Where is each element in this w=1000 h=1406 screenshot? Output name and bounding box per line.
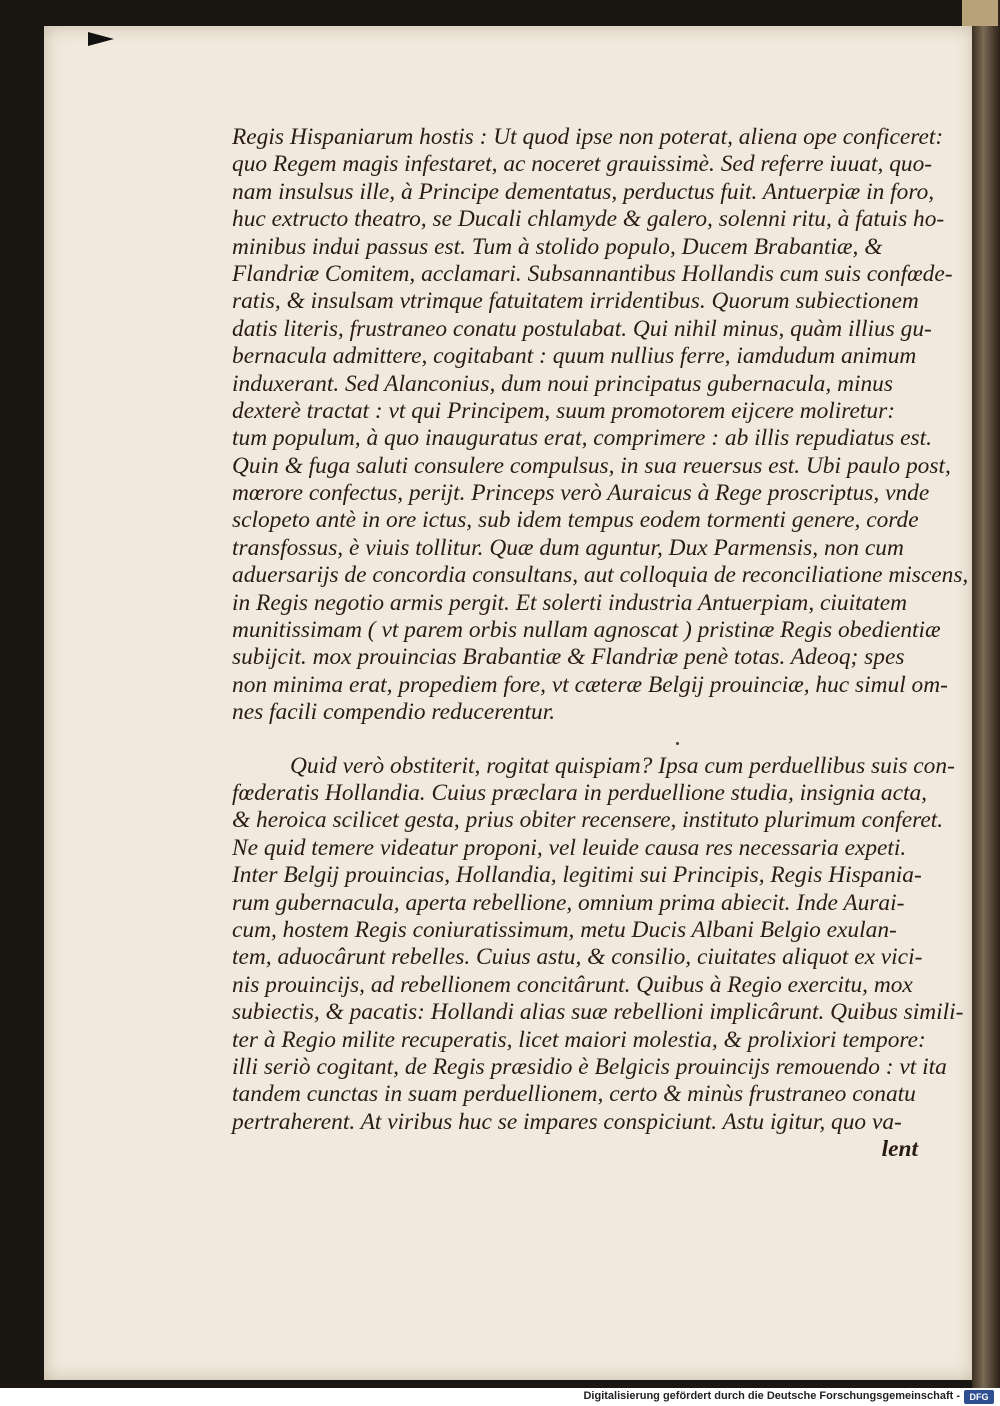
text-line: munitissimam ( vt parem orbis nullam agnoscat ) pristinæ Regis obedientiæ — [232, 617, 941, 644]
text-line: sclopeto antè in ore ictus, sub idem tempus eodem tormenti genere, corde — [232, 507, 919, 534]
text-line: transfossus, è viuis tollitur. Quæ dum aguntur, Dux Parmensis, non cum — [232, 534, 904, 561]
text-line: tem, aduocârunt rebelles. Cuius astu, & consilio, ciuitates aliquot ex vici- — [232, 944, 923, 971]
text-line: minibus indui passus est. Tum à stolido populo, Ducem Brabantiæ, & — [232, 233, 883, 260]
text-line: in Regis negotio armis pergit. Et solerti industria Antuerpiam, ciuitatem — [232, 589, 908, 616]
paragraph-2 — [232, 753, 962, 1136]
text-line: tum populum, à quo inauguratus erat, comprimere : ab illis repudiatus est. — [232, 425, 932, 452]
pointer-arrow-icon — [88, 32, 114, 46]
text-line: Inter Belgij prouincias, Hollandia, legitimi sui Principis, Regis Hispania- — [232, 862, 922, 889]
text-line: Regis Hispaniarum hostis : Ut quod ipse non poterat, aliena ope conficeret: — [232, 124, 944, 150]
text-line: cum, hostem Regis coniuratissimum, metu Ducis Albani Belgio exulan- — [232, 916, 897, 943]
text-line: illi seriò cogitant, de Regis præsidio è Belgicis prouincijs remouendo : vt ita — [232, 1053, 947, 1080]
text-line: nis prouincijs, ad rebellionem concitârunt. Quibus à Regio exercitu, mox — [232, 971, 913, 998]
text-line: bernacula admittere, cogitabant : quum nullius ferre, iamdudum animum — [232, 343, 917, 370]
funding-notice: Digitalisierung gefördert durch die Deutsche Forschungsgemeinschaft - — [583, 1390, 960, 1402]
text-line: mœrore confectus, perijt. Princeps verò Auraicus à Rege proscriptus, vnde — [232, 480, 930, 507]
text-line: Ne quid temere videatur proponi, vel leuide causa res necessaria expeti. — [232, 834, 907, 861]
text-line: datis literis, frustraneo conatu postulabat. Qui nihil minus, quàm illius gu- — [232, 315, 932, 342]
text-line: aduersarijs de concordia consultans, aut colloquia de reconciliatione miscens, — [232, 562, 969, 589]
text-line: quo Regem magis infestaret, ac noceret grauissimè. Sed referre iuuat, quo- — [232, 151, 933, 178]
text-line: Quid verò obstiterit, rogitat quispiam? Ipsa cum perduellibus suis con- — [290, 752, 955, 779]
text-line: nam insulsus ille, à Principe dementatus, perductus fuit. Antuerpiæ in foro, — [232, 178, 935, 205]
dfg-logo: DFG — [964, 1390, 994, 1404]
text-line: nes facili compendio reducerentur. — [232, 699, 556, 726]
text-line: dexterè tractat : vt qui Principem, suum promotorem eijcere moliretur: — [232, 397, 896, 424]
page-text — [232, 124, 969, 1163]
text-line: induxerant. Sed Alanconius, dum noui principatus gubernacula, minus — [232, 370, 893, 397]
text-line: huc extructo theatro, se Ducali chlamyde & galero, solenni ritu, à fatuis ho- — [232, 206, 945, 233]
text-line: ter à Regio milite recuperatis, licet maiori molestia, & prolixiori tempore: — [232, 1026, 926, 1053]
text-line: pertraherent. At viribus huc se impares conspiciunt. Astu igitur, quo va- — [232, 1108, 902, 1135]
catchword: lent — [881, 1136, 918, 1163]
text-line: Quin & fuga saluti consulere compulsus, in sua reuersus est. Ubi paulo post, — [232, 452, 951, 479]
text-line: fœderatis Hollandia. Cuius præclara in perduellione studia, insignia acta, — [232, 779, 928, 806]
book-gutter — [972, 0, 1000, 1388]
text-line: subiectis, & pacatis: Hollandi alias suæ rebellioni implicârunt. Quibus simili- — [232, 999, 964, 1026]
page-tab — [962, 0, 998, 26]
paragraph-gap — [232, 727, 962, 753]
text-line: rum gubernacula, aperta rebellione, omnium prima abiecit. Inde Aurai- — [232, 889, 905, 916]
text-line: tandem cunctas in suam perduellionem, certo & minùs frustraneo conatu — [232, 1081, 916, 1108]
paragraph-1 — [232, 124, 969, 727]
text-line: non minima erat, propediem fore, vt cæteræ Belgij prouinciæ, huc simul om- — [232, 671, 948, 698]
text-line: & heroica scilicet gesta, prius obiter recensere, instituto plurimum conferet. — [232, 807, 944, 834]
text-line: subijcit. mox prouincias Brabantiæ & Flandriæ penè totas. Adeoq; spes — [232, 644, 905, 671]
text-line: ratis, & insulsam vtrimque fatuitatem irridentibus. Quorum subiectionem — [232, 288, 919, 315]
text-line: Flandriæ Comitem, acclamari. Subsannantibus Hollandis cum suis confœde- — [232, 260, 953, 287]
